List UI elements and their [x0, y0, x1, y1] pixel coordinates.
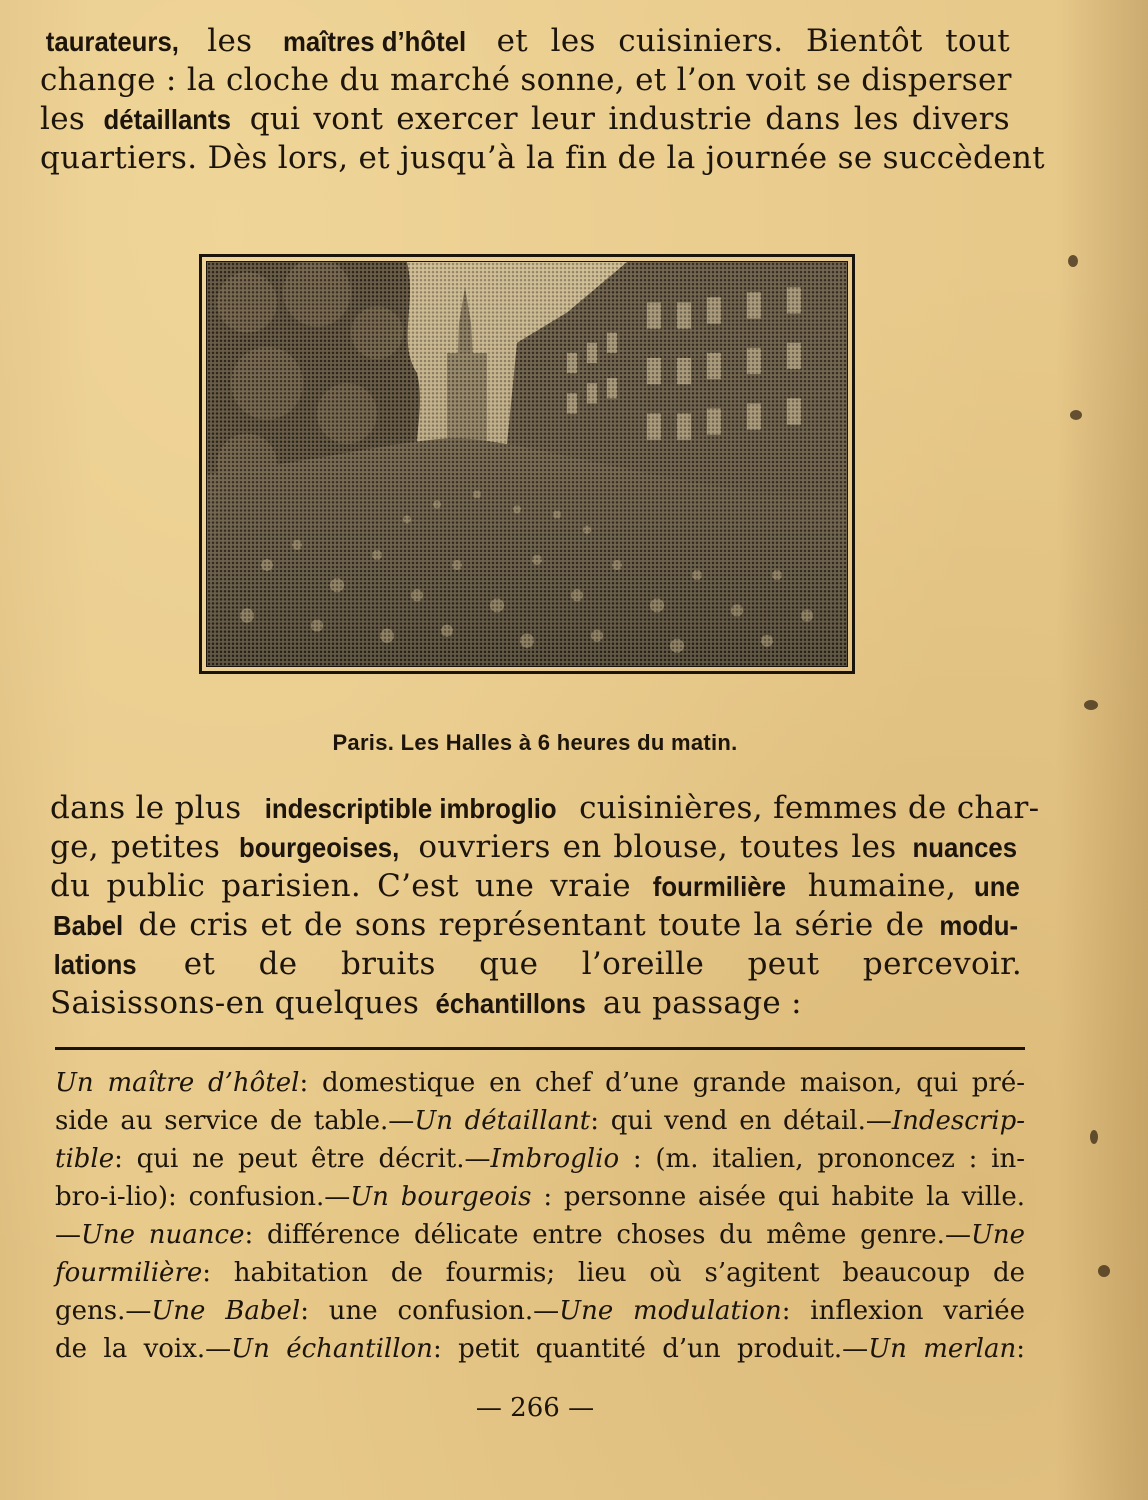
text-line	[55, 1102, 1025, 1140]
text-line	[50, 789, 1040, 828]
italic-term: Un bourgeois	[350, 1182, 532, 1212]
text-segment: de la voix.—	[55, 1334, 232, 1364]
text-segment: quartiers. Dès lors, et jusqu’à la fin de la journée se succèdent	[40, 140, 1045, 176]
text-segment: qui vont exercer leur industrie dans les divers	[236, 101, 1010, 137]
italic-term: Imbroglio	[490, 1144, 620, 1174]
bold-term: modu-	[939, 910, 1019, 941]
text-line	[55, 1330, 1025, 1368]
paper-speck	[1068, 255, 1078, 267]
text-line	[50, 906, 1022, 945]
text-line	[50, 945, 1022, 984]
italic-term: Une Babel	[151, 1296, 301, 1326]
bold-term: échantillons	[435, 988, 587, 1019]
text-segment: change : la cloche du marché sonne, et l’on voit se disperser	[40, 62, 1012, 98]
text-line	[55, 1140, 1025, 1178]
bold-term: fourmilière	[652, 871, 786, 902]
bold-term: indescriptible imbroglio	[264, 793, 557, 824]
text-line	[40, 61, 1010, 100]
text-line	[55, 1292, 1025, 1330]
market-photo	[199, 254, 855, 674]
text-segment: : personne aisée qui habite la ville.	[531, 1182, 1025, 1212]
photo-caption: Paris. Les Halles à 6 heures du matin.	[332, 730, 738, 755]
italic-term: fourmilière	[55, 1258, 203, 1288]
divider-rule	[55, 1047, 1025, 1050]
text-segment: : inflexion variée	[781, 1296, 1025, 1326]
text-line	[40, 100, 1010, 139]
italic-term: Indescrip-	[891, 1106, 1025, 1136]
italic-term: Une	[970, 1220, 1025, 1250]
text-segment: : petit quantité d’un produit.—	[432, 1334, 869, 1364]
paper-speck	[1098, 1265, 1110, 1277]
text-segment: : qui vend en détail.—	[590, 1106, 892, 1136]
bold-term: maîtres d’hôtel	[282, 26, 467, 57]
italic-term: Une modulation	[559, 1296, 782, 1326]
text-line	[55, 1216, 1025, 1254]
text-segment: : une confusion.—	[300, 1296, 560, 1326]
text-segment: les	[184, 23, 275, 59]
text-segment: : (m. italien, prononcez : in-	[619, 1144, 1025, 1174]
glossary-notes	[55, 1064, 1025, 1368]
bold-term: bourgeoises,	[239, 832, 400, 863]
text-segment: cuisinières, femmes de char-	[568, 790, 1040, 826]
text-segment: ouvriers en blouse, toutes les	[406, 829, 909, 865]
text-line	[40, 22, 1010, 61]
text-segment: humaine,	[791, 868, 973, 904]
text-segment: gens.—	[55, 1296, 152, 1326]
text-segment: side au service de table.—	[55, 1106, 415, 1136]
paper-speck	[1084, 700, 1098, 710]
text-segment: : habitation de fourmis; lieu où s’agitent beaucoup de	[202, 1258, 1025, 1288]
text-segment: : domestique en chef d’une grande maison, qui pré-	[299, 1068, 1025, 1098]
italic-term: Un échantillon	[231, 1334, 433, 1364]
text-segment: bro-i-lio): confusion.—	[55, 1182, 351, 1212]
page-number: — 266 —	[475, 1393, 595, 1423]
text-segment: et de bruits que l’oreille peut percevoir.	[140, 946, 1022, 982]
text-segment: ge, petites	[50, 829, 233, 865]
text-segment: : qui ne peut être décrit.—	[114, 1144, 491, 1174]
text-line	[55, 1178, 1025, 1216]
italic-term: Un maître d’hôtel	[55, 1068, 300, 1098]
bold-term: une	[974, 871, 1021, 902]
paper-speck	[1090, 1130, 1098, 1144]
italic-term: Un détaillant	[414, 1106, 591, 1136]
italic-term: tible	[55, 1144, 115, 1174]
text-line	[50, 828, 1022, 867]
text-segment: au passage :	[592, 985, 802, 1021]
text-segment: du public parisien. C’est une vraie	[50, 868, 647, 904]
text-segment: :	[1016, 1334, 1026, 1364]
bold-term: nuances	[912, 832, 1018, 863]
text-line	[40, 139, 1045, 178]
text-segment: de cris et de sons représentant toute la série de	[126, 907, 937, 943]
text-segment: et les cuisiniers. Bientôt tout	[474, 23, 1010, 59]
text-segment: —	[55, 1220, 81, 1250]
text-line	[50, 867, 1022, 906]
text-segment: dans le plus	[50, 790, 252, 826]
text-line	[55, 1254, 1025, 1292]
bold-term: lations	[53, 949, 137, 980]
bold-term: Babel	[53, 910, 124, 941]
paper-speck	[1070, 410, 1082, 420]
text-segment: Saisissons-en quelques	[50, 985, 430, 1021]
text-segment: : différence délicate entre choses du même genre.—	[244, 1220, 971, 1250]
italic-term: Un merlan	[868, 1334, 1017, 1364]
second-paragraph	[50, 789, 1040, 1023]
halles-crowd-photo-image	[207, 262, 847, 666]
bold-term: taurateurs,	[45, 26, 179, 57]
text-line	[55, 1064, 1025, 1102]
bold-term: détaillants	[103, 104, 232, 135]
text-segment: les	[40, 101, 99, 137]
italic-term: Une nuance	[81, 1220, 245, 1250]
top-paragraph	[40, 22, 1045, 178]
text-line	[50, 984, 1022, 1023]
